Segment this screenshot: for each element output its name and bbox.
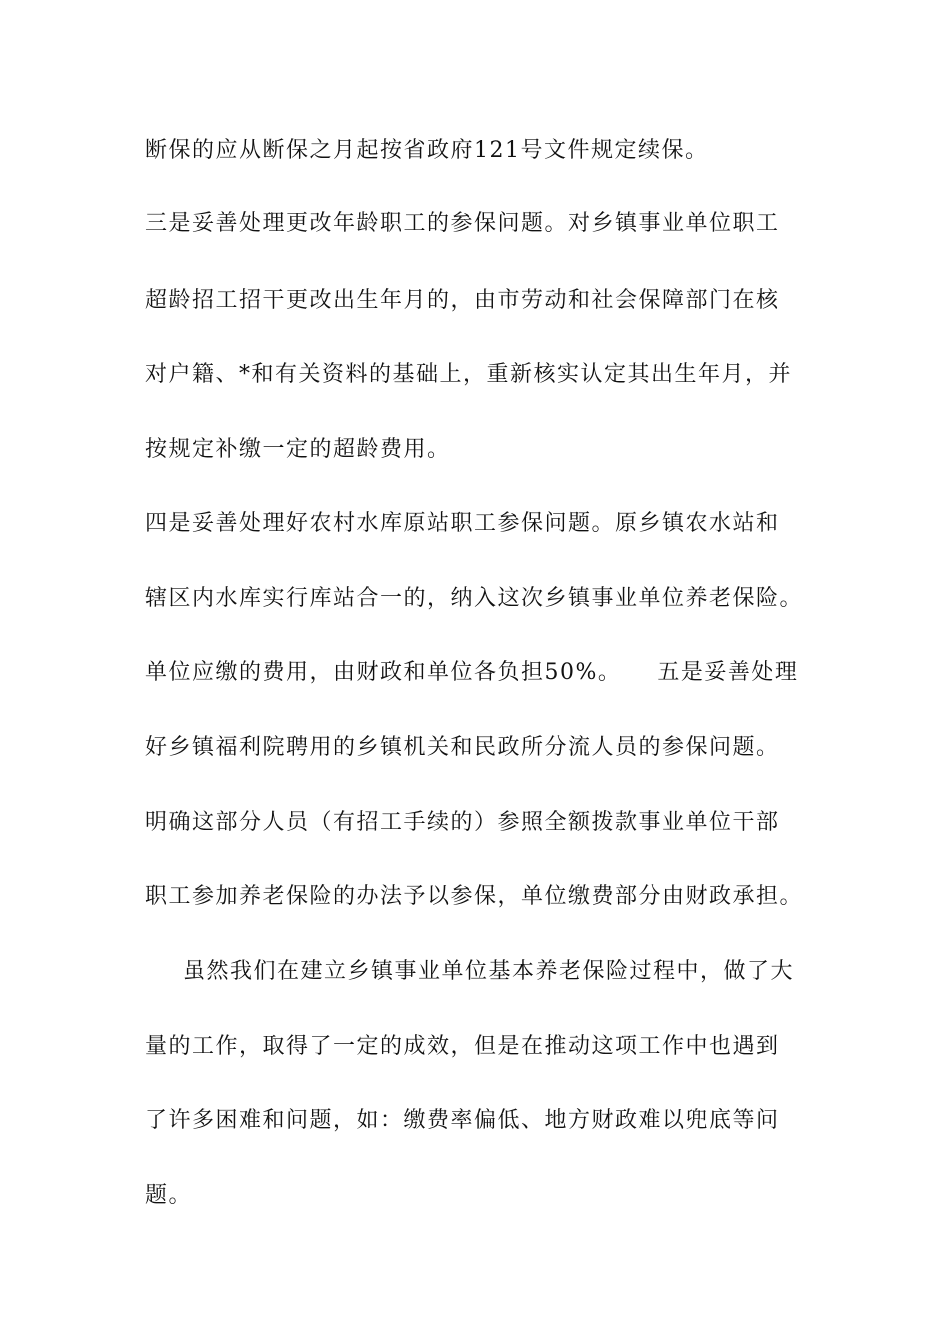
text-line: 超龄招工招干更改出生年月的，由市劳动和社会保障部门在核	[145, 288, 780, 313]
text-line: 好乡镇福利院聘用的乡镇机关和民政所分流人员的参保问题。	[145, 735, 780, 760]
text-line: 四是妥善处理好农村水库原站职工参保问题。原乡镇农水站和	[145, 511, 780, 536]
text-line: 题。	[145, 1183, 193, 1208]
text-line: 量的工作，取得了一定的成效，但是在推动这项工作中也遇到	[145, 1034, 780, 1059]
text-line: 辖区内水库实行库站合一的，纳入这次乡镇事业单位养老保险。	[145, 586, 804, 611]
text-line: 了许多困难和问题，如：缴费率偏低、地方财政难以兜底等问	[145, 1108, 780, 1133]
text-line: 职工参加养老保险的办法予以参保，单位缴费部分由财政承担。	[145, 884, 804, 909]
text-line: 明确这部分人员（有招工手续的）参照全额拨款事业单位干部	[145, 810, 780, 835]
text-line: 断保的应从断保之月起按省政府121号文件规定续保。	[145, 138, 709, 163]
text-line: 三是妥善处理更改年龄职工的参保问题。对乡镇事业单位职工	[145, 211, 780, 236]
text-line: 单位应缴的费用，由财政和单位各负担50%。 五是妥善处理	[145, 660, 799, 685]
text-line: 按规定补缴一定的超龄费用。	[145, 437, 451, 462]
text-line: 对户籍、*和有关资料的基础上，重新核实认定其出生年月，并	[145, 362, 793, 387]
text-line: 虽然我们在建立乡镇事业单位基本养老保险过程中，做了大	[183, 959, 795, 984]
